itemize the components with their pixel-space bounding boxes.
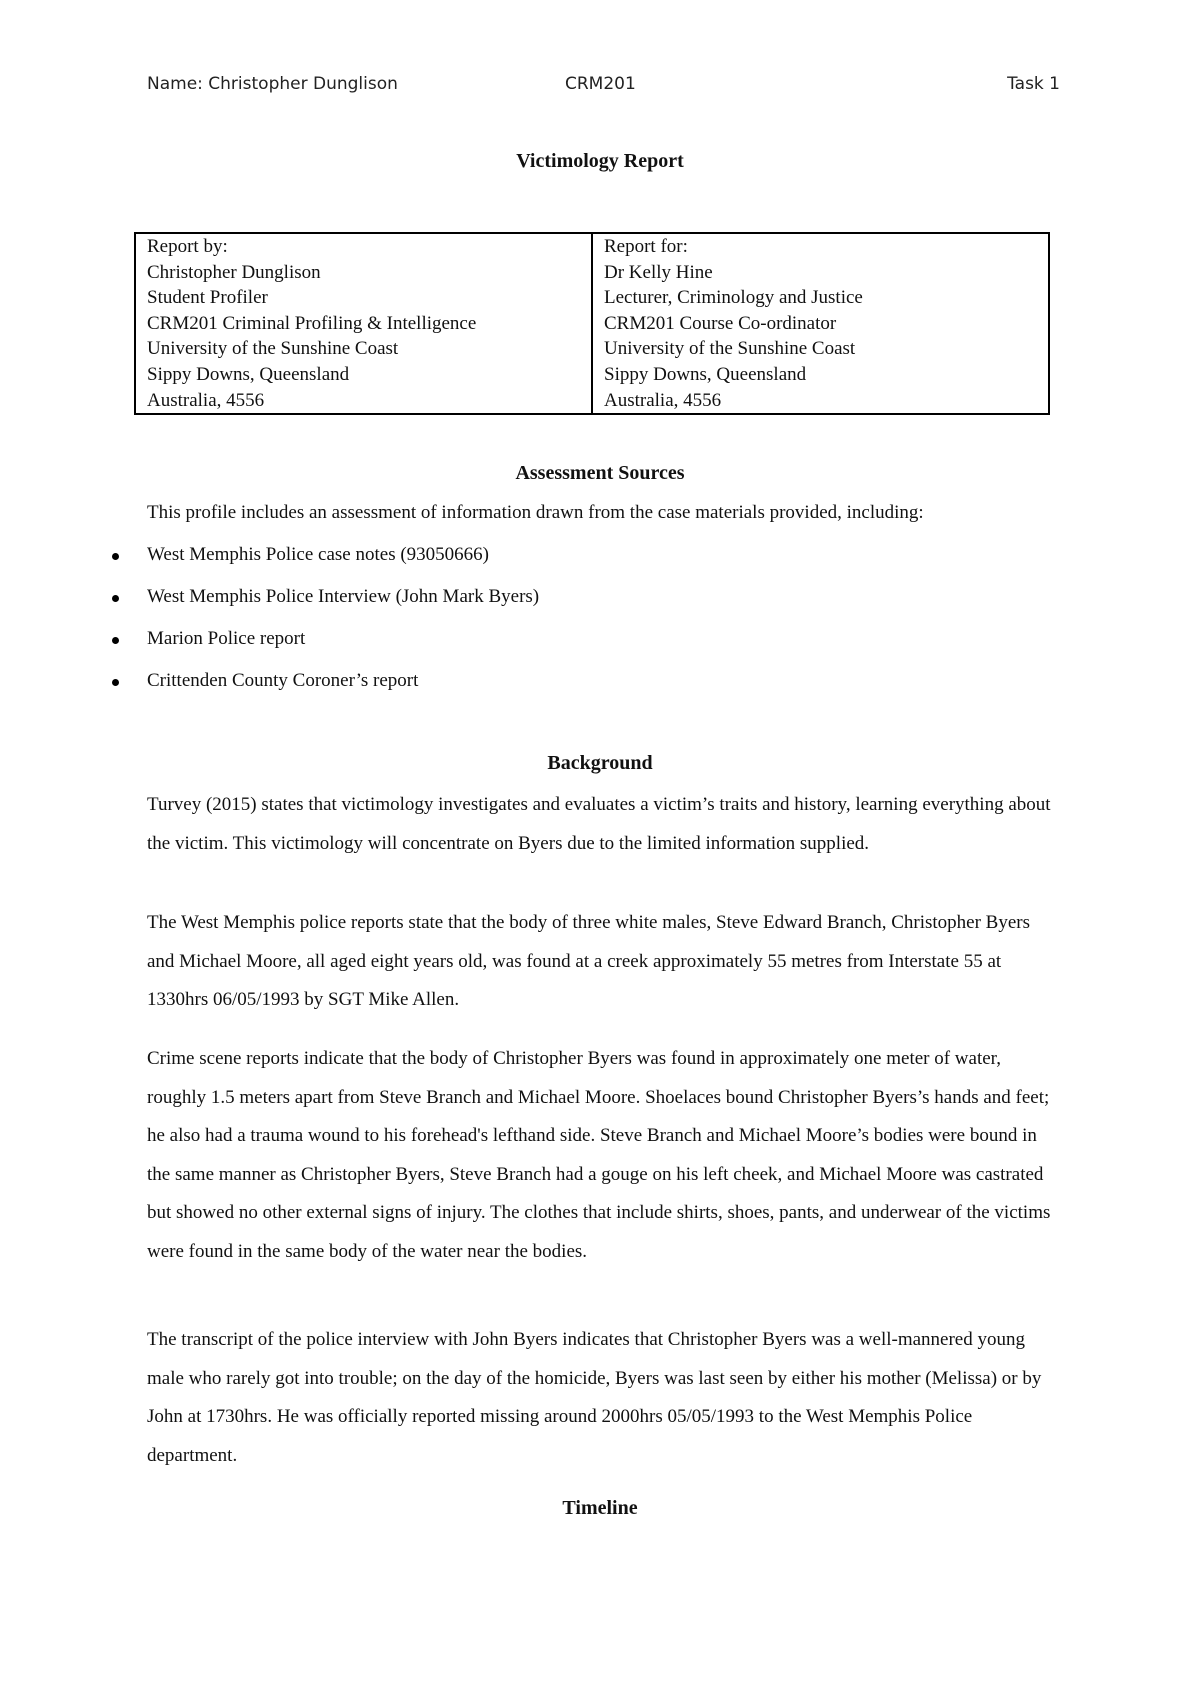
bullet-icon: [112, 637, 119, 644]
student-name: Name: Christopher Dunglison: [147, 74, 398, 94]
task-label: Task 1: [1007, 74, 1060, 94]
report-for-line: CRM201 Course Co-ordinator: [604, 312, 837, 334]
report-by-line: Australia, 4556: [147, 389, 265, 411]
report-by-line: Christopher Dunglison: [147, 261, 321, 283]
report-by-line: CRM201 Criminal Profiling & Intelligence: [147, 312, 477, 334]
course-code: CRM201: [565, 74, 636, 94]
background-paragraph: The West Memphis police reports state that the body of three white males, Steve Edward Branch, Christopher Byers and Michael Moore, all aged eight years old, was found at a creek approximately 55 metres from Interstate 55 at 1330hrs 06/05/1993 by SGT Mike Allen.: [147, 912, 1030, 1010]
assessment-heading: Assessment Sources: [515, 462, 685, 484]
page-header: [147, 74, 1060, 104]
report-by-line: Report by:: [147, 236, 228, 257]
background-paragraph: Crime scene reports indicate that the body of Christopher Byers was found in approximately one meter of water, roughly 1.5 meters apart from Steve Branch and Michael Moore. Shoelaces bound Christopher Byers’s hands and feet; he also had a trauma wound to his forehead's lefthand side. Steve Branch and Michael Moore’s bodies were bound in the same manner as Christopher Byers, Steve Branch had a gouge on his left cheek, and Michael Moore was castrated but showed no other external signs of injury. The clothes that include shirts, shoes, pants, and underwear of the victims were found in the same body of the water near the bodies.: [147, 1048, 1051, 1262]
report-by-line: University of the Sunshine Coast: [147, 338, 399, 360]
background-heading: Background: [547, 752, 653, 774]
report-by-cell: [135, 233, 592, 414]
background-paragraph: Turvey (2015) states that victimology investigates and evaluates a victim’s traits and history, learning everything about the victim. This victimology will concentrate on Byers due to the limited information supplied.: [147, 794, 1051, 854]
bullet-icon: [112, 679, 119, 686]
document-title: Victimology Report: [516, 150, 684, 172]
assessment-intro: This profile includes an assessment of information drawn from the case materials provided, including:: [147, 502, 924, 523]
bullet-icon: [112, 553, 119, 560]
report-for-line: University of the Sunshine Coast: [604, 338, 856, 360]
bullet-icon: [112, 595, 119, 602]
report-for-cell: [592, 233, 1049, 414]
report-by-line: Sippy Downs, Queensland: [147, 363, 350, 385]
report-for-line: Dr Kelly Hine: [604, 261, 713, 283]
background-paragraph: The transcript of the police interview with John Byers indicates that Christopher Byers was a well-mannered young male who rarely got into trouble; on the day of the homicide, Byers was last seen by either his mother (Melissa) or by John at 1730hrs. He was officially reported missing around 2000hrs 05/05/1993 to the West Memphis Police department.: [147, 1329, 1042, 1466]
report-for-line: Report for:: [604, 236, 688, 257]
report-for-line: Lecturer, Criminology and Justice: [604, 287, 863, 309]
report-for-line: Sippy Downs, Queensland: [604, 363, 807, 385]
report-for-line: Australia, 4556: [604, 389, 722, 411]
timeline-heading: Timeline: [562, 1497, 638, 1519]
report-by-line: Student Profiler: [147, 287, 268, 309]
report-details-table: [134, 232, 1050, 415]
